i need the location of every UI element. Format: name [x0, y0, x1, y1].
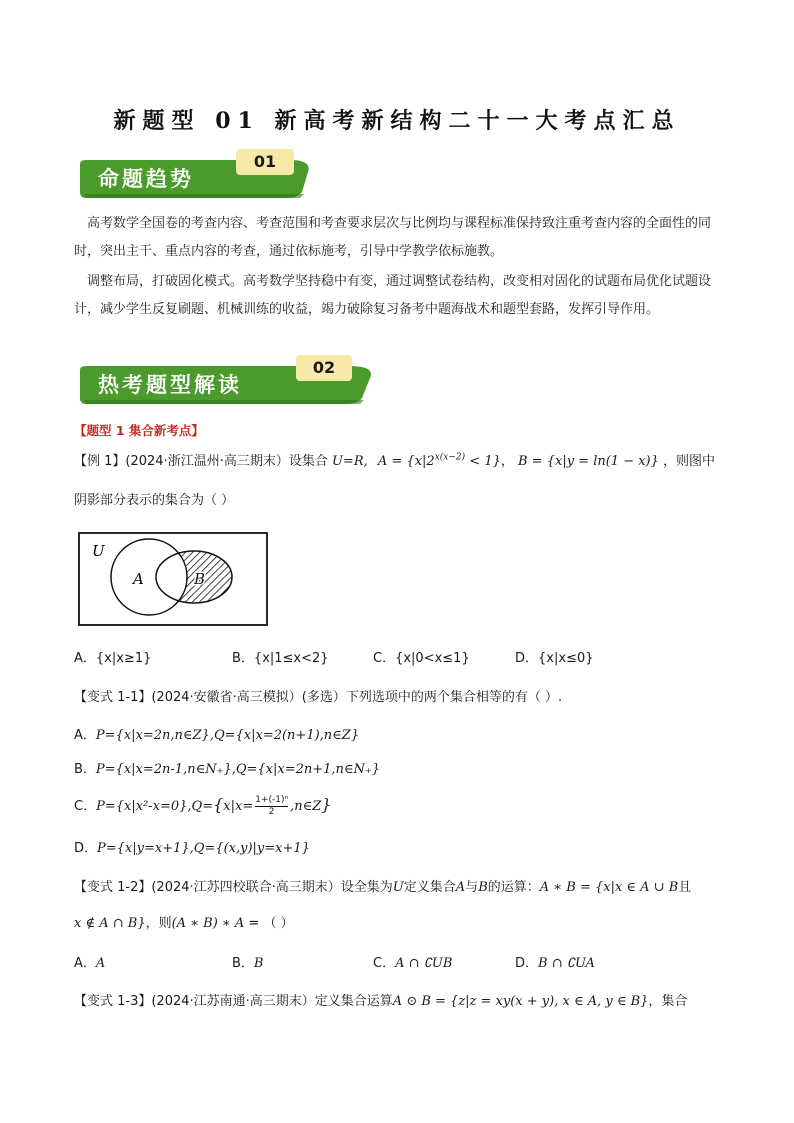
option-label: A．: [74, 728, 96, 743]
example1-option-d[interactable]: D．{x|x≤0}: [515, 651, 594, 666]
variant11-option-b[interactable]: [74, 758, 380, 777]
option-label: C．: [74, 799, 97, 814]
example1-suffix: ，则图中: [663, 454, 716, 469]
example1-universe: U=R,: [331, 454, 368, 469]
variant11-option-a[interactable]: [74, 724, 359, 743]
variant12-option-d[interactable]: [515, 952, 595, 971]
variant13-stem: [74, 990, 687, 1009]
variant11-option-c[interactable]: [74, 795, 331, 818]
option-math: B: [253, 956, 264, 971]
stem-text: ，则: [145, 916, 172, 931]
variant12-line2: [74, 912, 294, 931]
banner-number-tag: [236, 149, 294, 175]
stem-text: 与: [465, 880, 479, 895]
example1-set-b: B = {x|y = ln(1 − x)}: [518, 454, 659, 469]
variant12-option-c[interactable]: [373, 952, 452, 971]
set-a-tail: < 1}: [465, 454, 501, 469]
stem-text: 【变式 1-3】(2024·江苏南通·高三期末）定义集合运算: [74, 994, 393, 1009]
venn-label-a: A: [133, 570, 144, 588]
set-a-base: A = {x|2: [377, 454, 435, 469]
stem-math-op: A ∗ B = {x|x ∈ A ∪ B: [539, 880, 679, 895]
stem-text: = （ ）: [244, 916, 294, 931]
option-label: C．: [373, 956, 396, 971]
option-math-xvar: x|x=: [223, 799, 254, 814]
option-label: B．: [232, 956, 254, 971]
banner-label: 命题趋势: [98, 166, 194, 191]
venn-label-u: U: [92, 542, 105, 560]
banner-number: 01: [253, 152, 277, 171]
set-a-exponent: x(x−2): [434, 452, 466, 463]
option-math-left: P={x|x²-x=0},Q=: [96, 799, 214, 814]
venn-diagram: [78, 532, 268, 626]
section-banner-hot-types: [76, 358, 376, 404]
banner-number: 02: [312, 358, 336, 377]
variant12-option-a[interactable]: [74, 952, 105, 971]
page-title: 新题型 01 新高考新结构二十一大考点汇总: [113, 108, 681, 134]
section-banner-trend: [76, 152, 316, 198]
option-math-right: ,n∈Z: [290, 799, 322, 814]
banner-label: 热考题型解读: [98, 372, 242, 397]
stem-text: ，集合: [648, 994, 688, 1009]
intro-paragraph-2: 调整布局，打破固化模式。高考数学坚持稳中有变，通过调整试卷结构，改变相对固化的试题布局优化试题设计，减少学生反复刷题、机械训练的收益，竭力破除复习备考中题海战术和题型套路，发挥引导作用。: [74, 274, 712, 317]
variant11-option-d[interactable]: [74, 837, 310, 856]
option-math: B ∩ ∁UA: [538, 956, 595, 971]
example1-stem: 【例 1】(2024·浙江温州·高三期末）设集合 U=R, $A = \{x|2^{x(x-2)} < 1\}$， B = {x|y = ln(1 − x)} ，则图中: [74, 452, 716, 469]
option-label: D．: [74, 841, 98, 856]
option-label: B．: [74, 762, 96, 777]
banner-number-tag: [296, 355, 352, 381]
stem-math-u: U: [392, 880, 404, 895]
option-math: P={x|x=2n,n∈Z},Q={x|x=2(n+1),n∈Z}: [95, 728, 360, 743]
stem-text: 的运算：: [487, 880, 540, 895]
example1-option-b[interactable]: B．{x|1≤x<2}: [232, 651, 329, 666]
fraction-numerator: 1+(-1)ⁿ: [255, 795, 289, 805]
venn-label-b: B: [194, 570, 206, 588]
fraction: [255, 795, 288, 818]
option-label: D．: [515, 956, 539, 971]
type1-heading: 【题型 1 集合新考点】: [74, 423, 204, 438]
stem-math: A ⊙ B = {z|z = xy(x + y), x ∈ A, y ∈ B}: [392, 994, 649, 1009]
example1-set-a: [378, 454, 501, 469]
option-label: A．: [74, 956, 96, 971]
stem-math-a: A: [455, 880, 466, 895]
stem-math-expr: (A ∗ B) ∗ A: [171, 916, 245, 931]
option-math-set: {: [213, 795, 224, 814]
option-math: A: [95, 956, 106, 971]
fraction-denominator: 2: [268, 807, 275, 817]
stem-text: 且: [678, 880, 692, 895]
example1-option-c[interactable]: C．{x|0<x≤1}: [373, 651, 470, 666]
stem-math-b: B: [478, 880, 488, 895]
option-math: P={x|y=x+1},Q={(x,y)|y=x+1}: [97, 841, 310, 856]
option-math: A ∩ ∁UB: [395, 956, 453, 971]
option-math-close: }: [321, 795, 332, 814]
example1-prefix: 【例 1】(2024·浙江温州·高三期末）设集合: [74, 454, 328, 469]
stem-math: x ∉ A ∩ B}: [74, 916, 146, 931]
intro-paragraph-1: 高考数学全国卷的考查内容、考查范围和考查要求层次与比例均与课程标准保持致注重考查内容的全面性的同时，突出主干、重点内容的考查，通过依标施考，引导中学教学依标施教。: [74, 216, 712, 259]
stem-text: 【变式 1-2】(2024·江苏四校联合·高三期末）设全集为: [74, 880, 393, 895]
stem-text: 定义集合: [403, 880, 456, 895]
example1-option-a[interactable]: A．{x|x≥1}: [74, 651, 152, 666]
variant12-option-b[interactable]: [232, 952, 263, 971]
variant11-stem: 【变式 1-1】(2024·安徽省·高三模拟）(多选）下列选项中的两个集合相等的有（ ）.: [74, 690, 563, 705]
example1-line2: 阴影部分表示的集合为（ ）: [74, 493, 235, 508]
option-math: P={x|x=2n-1,n∈N₊},Q={x|x=2n+1,n∈N₊}: [95, 762, 381, 777]
variant12-stem: [74, 876, 691, 895]
